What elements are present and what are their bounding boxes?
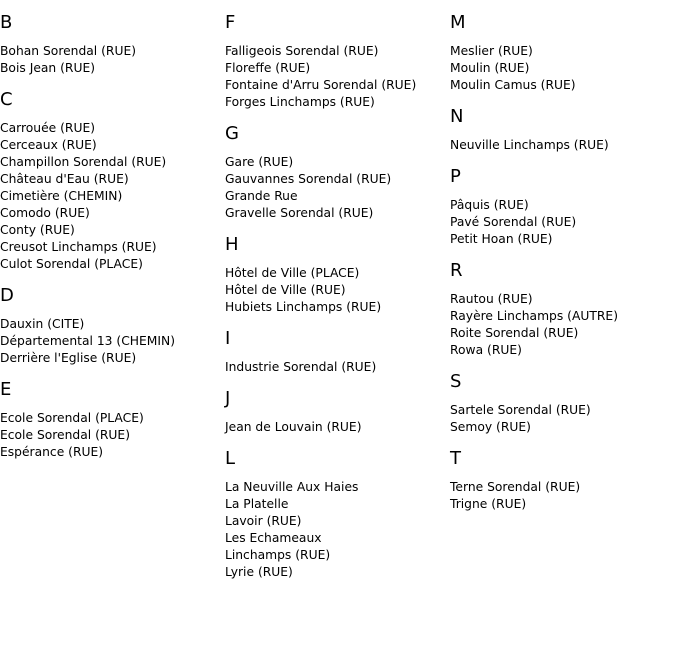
street-name: Cimetière (CHEMIN)	[0, 189, 123, 203]
letter-group	[450, 12, 675, 94]
street-name: Gare (RUE)	[225, 155, 294, 169]
street-name: Gauvannes Sorendal (RUE)	[225, 172, 392, 186]
street-name: Creusot Linchamps (RUE)	[0, 240, 157, 254]
letter-heading: N	[450, 106, 464, 127]
street-name: Départemental 13 (CHEMIN)	[0, 334, 176, 348]
letter-group	[450, 448, 675, 513]
street-name: Hôtel de Ville (PLACE)	[225, 266, 360, 280]
street-list	[450, 197, 675, 248]
street-column-3	[450, 0, 675, 581]
street-column-1	[0, 0, 225, 581]
street-list	[0, 120, 225, 273]
street-name: Petit Hoan (RUE)	[450, 232, 553, 246]
street-name: Roite Sorendal (RUE)	[450, 326, 579, 340]
street-name: Les Echameaux	[225, 531, 322, 545]
street-name: Culot Sorendal (PLACE)	[0, 257, 143, 271]
street-name: Conty (RUE)	[0, 223, 75, 237]
street-name: Lyrie (RUE)	[225, 565, 293, 579]
street-name: Hubiets Linchamps (RUE)	[225, 300, 382, 314]
street-name: Linchamps (RUE)	[225, 548, 331, 562]
street-name: Fontaine d'Arru Sorendal (RUE)	[225, 78, 417, 92]
letter-heading: C	[0, 89, 13, 110]
street-name: La Neuville Aux Haies	[225, 480, 359, 494]
street-name: Rowa (RUE)	[450, 343, 522, 357]
street-column-2	[225, 0, 450, 581]
street-list	[225, 479, 450, 581]
letter-group	[450, 166, 675, 248]
letter-group	[225, 123, 450, 222]
letter-group	[450, 371, 675, 436]
street-name: Forges Linchamps (RUE)	[225, 95, 375, 109]
letter-heading: R	[450, 260, 463, 281]
street-name: Jean de Louvain (RUE)	[225, 420, 362, 434]
letter-group	[0, 285, 225, 367]
letter-heading: H	[225, 234, 239, 255]
street-list	[450, 291, 675, 359]
street-list	[225, 154, 450, 222]
street-name: Grande Rue	[225, 189, 298, 203]
street-name: Dauxin (CITE)	[0, 317, 85, 331]
letter-group	[225, 328, 450, 376]
letter-group	[0, 12, 225, 77]
street-name: Ecole Sorendal (RUE)	[0, 428, 130, 442]
street-name: Cerceaux (RUE)	[0, 138, 97, 152]
street-list	[0, 43, 225, 77]
letter-heading: G	[225, 123, 239, 144]
letter-heading: P	[450, 166, 461, 187]
street-name: Champillon Sorendal (RUE)	[0, 155, 167, 169]
street-name: Rautou (RUE)	[450, 292, 533, 306]
street-list	[450, 479, 675, 513]
street-name: Derrière l'Eglise (RUE)	[0, 351, 137, 365]
street-list	[0, 316, 225, 367]
letter-heading: S	[450, 371, 462, 392]
letter-group	[225, 388, 450, 436]
letter-heading: M	[450, 12, 466, 33]
letter-group	[0, 89, 225, 273]
street-name: Carrouée (RUE)	[0, 121, 96, 135]
street-name: Ecole Sorendal (PLACE)	[0, 411, 144, 425]
street-name: Espérance (RUE)	[0, 445, 104, 459]
street-name: Terne Sorendal (RUE)	[450, 480, 581, 494]
street-name: Comodo (RUE)	[0, 206, 90, 220]
street-list	[450, 43, 675, 94]
letter-heading: F	[225, 12, 236, 33]
letter-heading: I	[225, 328, 231, 349]
street-name: Sartele Sorendal (RUE)	[450, 403, 591, 417]
street-name: Pâquis (RUE)	[450, 198, 529, 212]
street-name: Bohan Sorendal (RUE)	[0, 44, 137, 58]
street-list	[225, 359, 450, 376]
letter-heading: E	[0, 379, 12, 400]
street-list	[225, 43, 450, 111]
street-name: Falligeois Sorendal (RUE)	[225, 44, 379, 58]
street-list	[450, 402, 675, 436]
letter-group	[225, 448, 450, 581]
street-name: Floreffe (RUE)	[225, 61, 311, 75]
letter-group	[0, 379, 225, 461]
street-name: Gravelle Sorendal (RUE)	[225, 206, 374, 220]
street-list	[225, 419, 450, 436]
street-name: Moulin (RUE)	[450, 61, 530, 75]
street-name: Neuville Linchamps (RUE)	[450, 138, 609, 152]
street-name: Meslier (RUE)	[450, 44, 533, 58]
street-name: Semoy (RUE)	[450, 420, 531, 434]
street-list	[225, 265, 450, 316]
street-name: Lavoir (RUE)	[225, 514, 302, 528]
letter-heading: D	[0, 285, 14, 306]
street-name: La Platelle	[225, 497, 289, 511]
street-list	[450, 137, 675, 154]
letter-group	[450, 106, 675, 154]
street-name: Pavé Sorendal (RUE)	[450, 215, 577, 229]
letter-group	[225, 12, 450, 111]
letter-heading: B	[0, 12, 13, 33]
letter-heading: T	[450, 448, 461, 469]
letter-heading: L	[225, 448, 236, 469]
street-name: Château d'Eau (RUE)	[0, 172, 129, 186]
street-name: Trigne (RUE)	[450, 497, 527, 511]
street-name: Rayère Linchamps (AUTRE)	[450, 309, 618, 323]
letter-group	[225, 234, 450, 316]
letter-heading: J	[225, 388, 231, 409]
street-list	[0, 410, 225, 461]
street-name: Bois Jean (RUE)	[0, 61, 96, 75]
letter-group	[450, 260, 675, 359]
street-name: Moulin Camus (RUE)	[450, 78, 576, 92]
street-name: Industrie Sorendal (RUE)	[225, 360, 377, 374]
street-name: Hôtel de Ville (RUE)	[225, 283, 346, 297]
